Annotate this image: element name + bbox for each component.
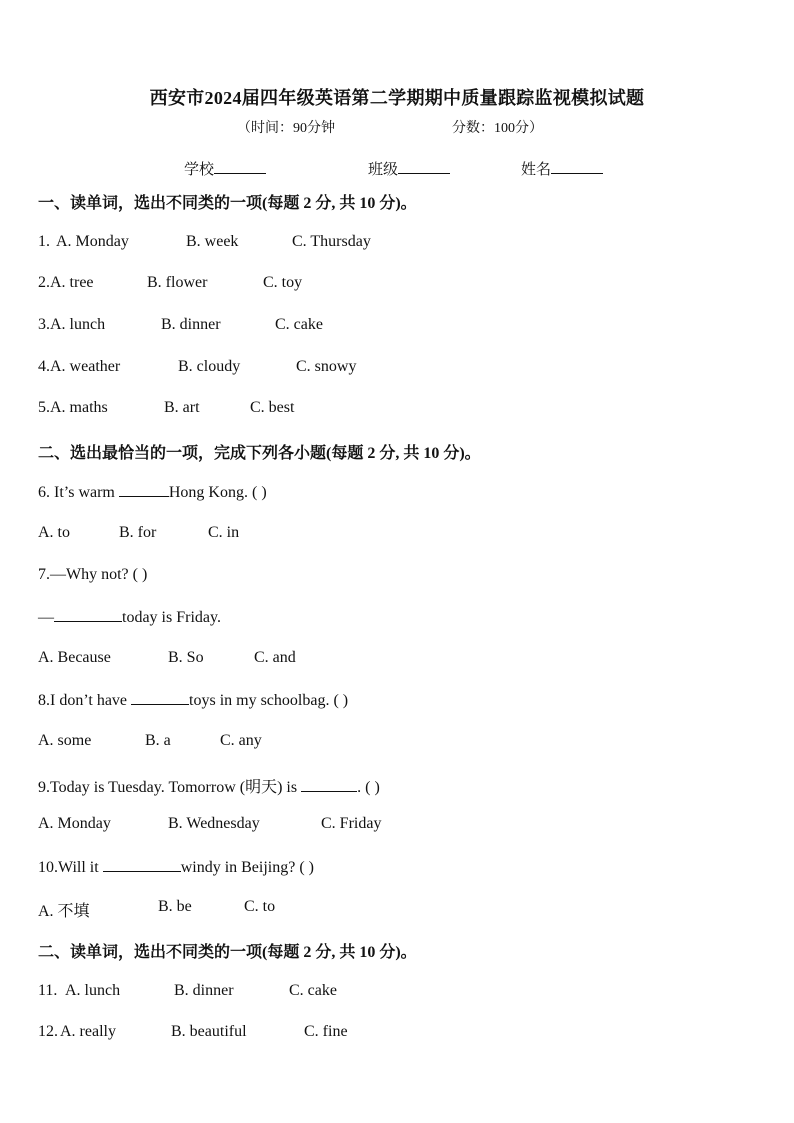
section-heading-3: 二、读单词，选出不同类的一项(每题 2 分, 共 10 分)。 <box>38 944 417 961</box>
option-a: A. maths <box>50 399 108 416</box>
option-c: C. and <box>254 649 296 666</box>
question-3 <box>38 316 323 334</box>
stem-text: toys in my schoolbag. ( ) <box>189 692 349 709</box>
option-a: A. tree <box>50 274 94 291</box>
question-number: 3. <box>38 316 50 333</box>
answer-blank[interactable] <box>119 482 169 497</box>
stem-text: today is Friday. <box>122 609 221 626</box>
question-6-stem <box>38 482 267 502</box>
question-number: 1. <box>38 233 50 250</box>
question-7-line2 <box>38 607 221 627</box>
option-b: B. flower <box>147 274 208 291</box>
option-b: B. dinner <box>161 316 221 333</box>
section-heading-2: 二、选出最恰当的一项，完成下列各小题(每题 2 分, 共 10 分)。 <box>38 445 481 462</box>
exam-time: （时间：90分钟 <box>237 121 335 136</box>
option-a: A. Monday <box>38 815 111 832</box>
question-7-stem: 7.—Why not? ( ) <box>38 566 148 583</box>
option-b: B. Wednesday <box>168 815 260 832</box>
question-2 <box>38 274 303 292</box>
option-a: A. to <box>38 524 70 541</box>
option-b: B. cloudy <box>178 358 241 375</box>
option-c: C. Friday <box>321 815 382 832</box>
answer-blank[interactable] <box>103 857 181 872</box>
option-a: A. weather <box>50 358 121 375</box>
option-c: C. toy <box>263 274 303 291</box>
option-c: C. any <box>220 732 262 749</box>
stem-text: — <box>38 609 54 626</box>
option-c: C. Thursday <box>292 233 371 250</box>
exam-score: 分数：100分） <box>452 121 543 136</box>
question-4 <box>38 358 357 376</box>
stem-text: 6. It’s warm <box>38 484 119 501</box>
stem-text: windy in Beijing? ( ) <box>180 859 314 876</box>
question-number: 11. <box>38 982 58 999</box>
stem-text: 8.I don’t have <box>38 692 132 709</box>
question-9-stem <box>38 774 380 797</box>
stem-text: 10.Will it <box>38 859 103 876</box>
option-a: A. lunch <box>50 316 106 333</box>
option-c: C. best <box>250 399 295 416</box>
option-a: A. some <box>38 732 92 749</box>
question-11 <box>38 982 337 1000</box>
option-c: C. fine <box>304 1023 348 1040</box>
answer-blank[interactable] <box>54 607 122 622</box>
stem-text: Hong Kong. ( ) <box>168 484 267 501</box>
name-blank[interactable] <box>551 160 603 174</box>
option-b: B. dinner <box>174 982 234 999</box>
option-c: C. in <box>208 524 240 541</box>
name-label: 姓名 <box>521 162 552 178</box>
option-c: C. to <box>244 898 276 915</box>
question-number: 2. <box>38 274 50 291</box>
option-c: C. snowy <box>296 358 357 375</box>
question-number: 12. <box>38 1023 58 1040</box>
class-field[interactable] <box>368 158 450 179</box>
option-b: B. beautiful <box>171 1023 247 1040</box>
option-b: B. for <box>119 524 157 541</box>
stem-text: . ( ) <box>357 779 380 796</box>
question-8-stem <box>38 690 348 710</box>
option-a: A. Because <box>38 649 111 666</box>
option-a: A. really <box>60 1023 116 1040</box>
stem-text: 9.Today is Tuesday. Tomorrow (明天) is <box>38 779 302 796</box>
school-field[interactable] <box>184 158 266 179</box>
answer-blank[interactable] <box>301 777 357 792</box>
option-a: A. Monday <box>56 233 129 250</box>
question-5 <box>38 399 295 417</box>
option-c: C. cake <box>275 316 323 333</box>
question-10-stem <box>38 857 314 877</box>
option-b: B. week <box>186 233 239 250</box>
page-title: 西安市2024届四年级英语第二学期期中质量跟踪监视模拟试题 <box>149 88 645 108</box>
question-12 <box>38 1023 348 1041</box>
school-blank[interactable] <box>214 160 266 174</box>
question-1 <box>38 233 371 251</box>
answer-blank[interactable] <box>131 690 189 705</box>
section-heading-1: 一、读单词，选出不同类的一项(每题 2 分, 共 10 分)。 <box>38 195 417 212</box>
option-b: B. be <box>158 898 192 915</box>
class-label: 班级 <box>368 162 399 178</box>
question-number: 4. <box>38 358 50 375</box>
school-label: 学校 <box>184 162 215 178</box>
option-c: C. cake <box>289 982 337 999</box>
question-number: 5. <box>38 399 50 416</box>
option-a: A. lunch <box>65 982 121 999</box>
option-a: A. 不填 <box>38 903 90 920</box>
name-field[interactable] <box>521 158 603 179</box>
class-blank[interactable] <box>398 160 450 174</box>
option-b: B. So <box>168 649 204 666</box>
option-b: B. art <box>164 399 200 416</box>
option-b: B. a <box>145 732 171 749</box>
